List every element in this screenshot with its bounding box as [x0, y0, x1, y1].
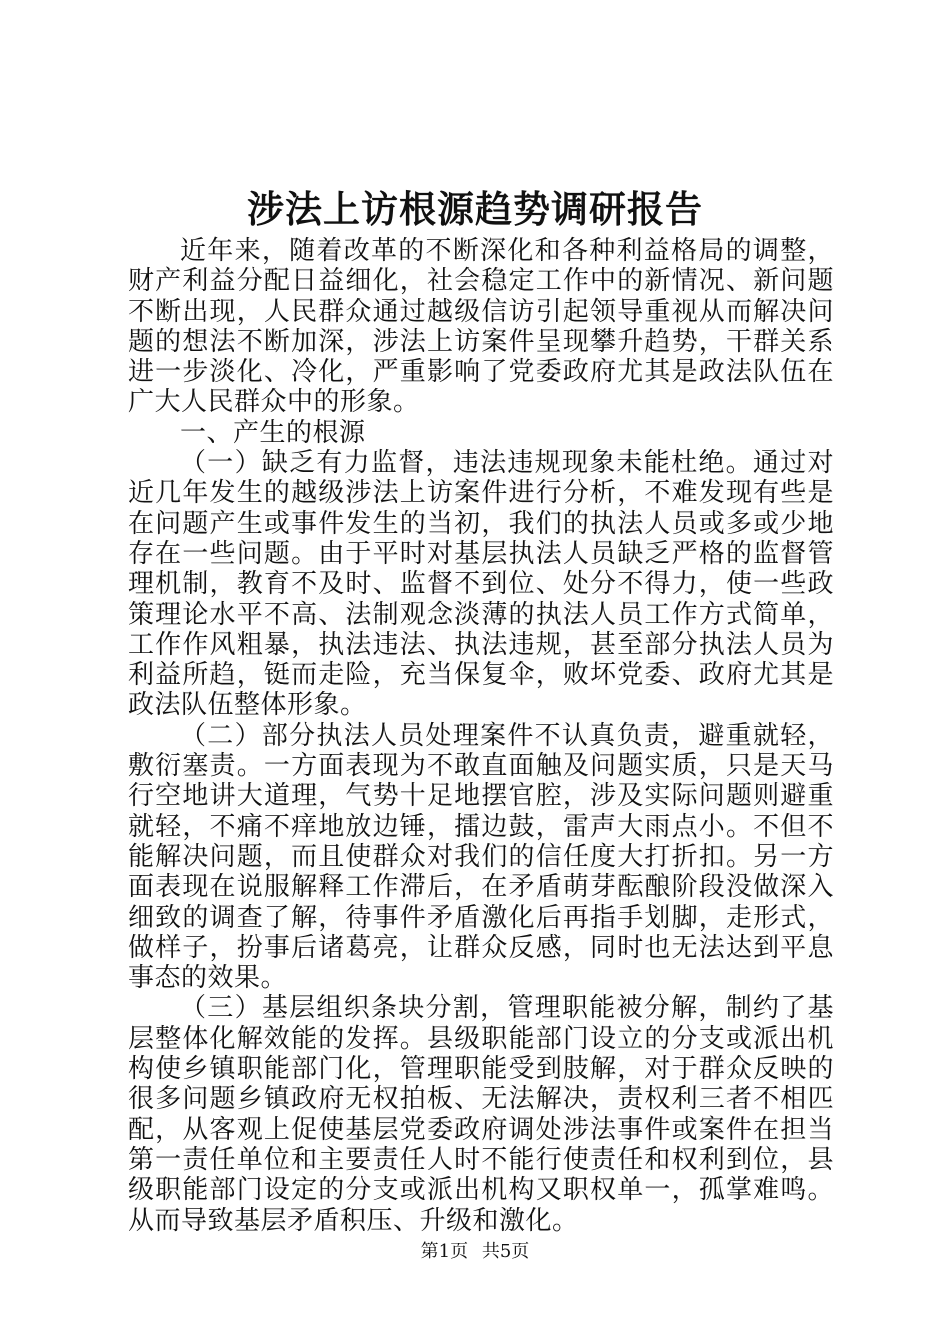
intro-paragraph: 近年来，随着改革的不断深化和各种利益格局的调整，财产利益分配日益细化，社会稳定工作中的新情况、新问题不断出现，人民群众通过越级信访引起领导重视从而解决问题的想法不断加深，涉法上访案件呈现攀升趋势，干群关系进一步淡化、冷化，严重影响了党委政府尤其是政法队伍在广大人民群众中的形象。 — [128, 236, 834, 418]
document-title: 涉法上访根源趋势调研报告 — [247, 187, 703, 231]
section-heading: 一、产生的根源 — [180, 417, 366, 448]
page-footer — [0, 1240, 950, 1264]
body-paragraph: （二）部分执法人员处理案件不认真负责，避重就轻，敷衍塞责。一方面表现为不敢直面触及问题实质，只是天马行空地讲大道理，气势十足地摆官腔，涉及实际问题则避重就轻，不痛不痒地放边锤，擂边鼓，雷声大雨点小。不但不能解决问题，而且使群众对我们的信任度大打折扣。另一方面表现在说服解释工作滞后，在矛盾萌芽酝酿阶段没做深入细致的调查了解，待事件矛盾激化后再指手划脚，走形式，做样子，扮事后诸葛亮，让群众反感，同时也无法达到平息事态的效果。 — [128, 720, 834, 994]
page-total: 共5页 — [481, 1241, 530, 1262]
document-body — [128, 236, 834, 1236]
body-paragraph: （三）基层组织条块分割，管理职能被分解，制约了基层整体化解效能的发挥。县级职能部门设立的分支或派出机构使乡镇职能部门化，管理职能受到肢解，对于群众反映的很多问题乡镇政府无权拍板、无法解决，责权利三者不相匹配，从客观上促使基层党委政府调处涉法事件或案件在担当第一责任单位和主要责任人时不能行使责任和权利到位，县级职能部门设定的分支或派出机构又职权单一，孤掌难鸣。从而导致基层矛盾积压、升级和激化。 — [128, 993, 834, 1236]
body-paragraph: （一）缺乏有力监督，违法违规现象未能杜绝。通过对近几年发生的越级涉法上访案件进行分析，不难发现有些是在问题产生或事件发生的当初，我们的执法人员或多或少地存在一些问题。由于平时对基层执法人员缺乏严格的监督管理机制，教育不及时、监督不到位、处分不得力，使一些政策理论水平不高、法制观念淡薄的执法人员工作方式简单，工作作风粗暴，执法违法、执法违规，甚至部分执法人员为利益所趋，铤而走险，充当保复伞，败坏党委、政府尤其是政法队伍整体形象。 — [128, 448, 834, 721]
page-number: 第1页 — [420, 1241, 469, 1262]
